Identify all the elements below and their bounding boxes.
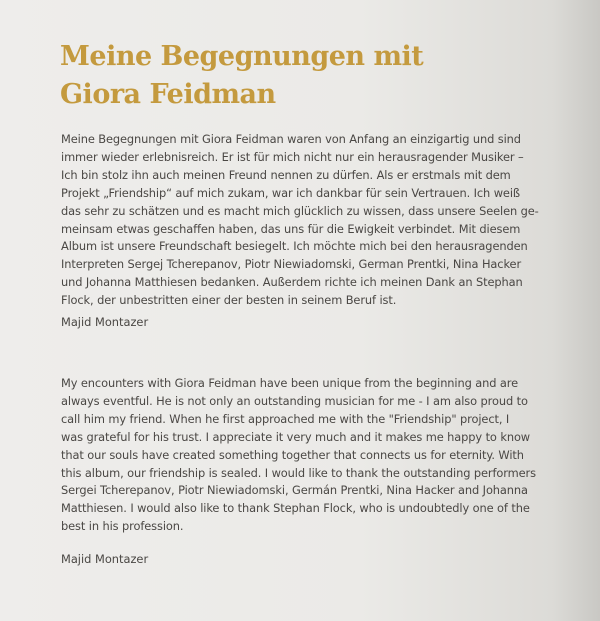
german-paragraph bbox=[61, 131, 539, 310]
text-line: Matthiesen. I would also like to thank Stephan Flock, who is undoubtedly one of the bbox=[61, 501, 530, 516]
text-line: Projekt „Friendship“ auf mich zukam, war ich dankbar für sein Vertrauen. Ich weiß bbox=[61, 185, 520, 200]
page-title bbox=[60, 38, 423, 114]
text-line: call him my friend. When he first approached me with the "Friendship" project, I bbox=[61, 411, 510, 426]
title-line: Giora Feidman bbox=[60, 79, 276, 110]
text-line: Sergei Tcherepanov, Piotr Niewiadomski, Germán Prentki, Nina Hacker and Johanna bbox=[61, 483, 528, 498]
text-line: always eventful. He is not only an outstanding musician for me - I am also proud to bbox=[61, 393, 528, 408]
text-line: best in his profession. bbox=[61, 519, 184, 534]
text-line: Ich bin stolz ihn auch meinen Freund nennen zu dürfen. Als er erstmals mit dem bbox=[61, 167, 511, 182]
text-line: that our souls have created something together that connects us for eternity. With bbox=[61, 447, 524, 462]
text-line: Meine Begegnungen mit Giora Feidman waren von Anfang an einzigartig und sind bbox=[61, 132, 521, 146]
text-line: My encounters with Giora Feidman have been unique from the beginning and are bbox=[61, 376, 519, 390]
text-line: Flock, der unbestritten einer der besten in seinem Beruf ist. bbox=[61, 293, 397, 308]
title-line: Meine Begegnungen mit bbox=[60, 41, 424, 72]
english-signature: Majid Montazer bbox=[61, 552, 149, 566]
text-line: Album ist unsere Freundschaft besiegelt. Ich möchte mich bei den herausragenden bbox=[61, 239, 528, 254]
text-line: this album, our friendship is sealed. I would like to thank the outstanding performers bbox=[61, 465, 536, 480]
text-line: Interpreten Sergej Tcherepanov, Piotr Niewiadomski, German Prentki, Nina Hacker bbox=[61, 257, 522, 272]
text-line: meinsam etwas geschaffen haben, das uns für die Ewigkeit verbindet. Mit diesem bbox=[61, 221, 521, 236]
german-signature: Majid Montazer bbox=[61, 315, 149, 329]
text-line: das sehr zu schätzen und es macht mich glücklich zu wissen, dass unsere Seelen ge- bbox=[61, 203, 539, 218]
text-line: was grateful for his trust. I appreciate it very much and it makes me happy to know bbox=[61, 429, 531, 444]
english-paragraph bbox=[61, 375, 536, 536]
text-line: immer wieder erlebnisreich. Er ist für mich nicht nur ein herausragender Musiker – bbox=[61, 149, 524, 164]
text-line: und Johanna Matthiesen bedanken. Außerdem richte ich meinen Dank an Stephan bbox=[61, 275, 523, 290]
